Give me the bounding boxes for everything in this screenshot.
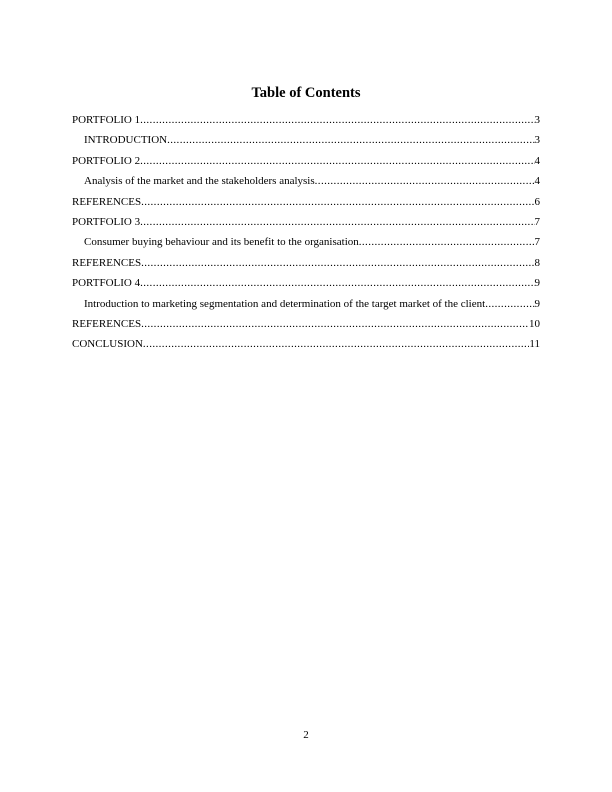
toc-entry-label: Consumer buying behaviour and its benefit to the organisation — [84, 236, 359, 249]
toc-entry-page: 6 — [534, 195, 540, 208]
toc-entry-page: 7 — [534, 215, 540, 228]
dot-leader — [141, 256, 534, 270]
dot-leader — [485, 297, 534, 311]
toc-entry-references-2[interactable] — [72, 256, 540, 276]
toc-entry-portfolio-4[interactable] — [72, 276, 540, 296]
dot-leader — [140, 215, 534, 229]
toc-entry-references-3[interactable] — [72, 317, 540, 337]
toc-entry-page: 7 — [534, 236, 540, 249]
dot-leader — [141, 317, 529, 331]
toc-entry-label: CONCLUSION — [72, 338, 143, 351]
toc-entry-label: PORTFOLIO 2 — [72, 154, 141, 167]
toc-entry-label: REFERENCES — [72, 195, 142, 208]
toc-entry-market-analysis[interactable] — [72, 174, 540, 194]
toc-entry-label: PORTFOLIO 4 — [72, 277, 141, 290]
page-number: 2 — [303, 729, 309, 741]
toc-entry-portfolio-1[interactable] — [72, 113, 540, 133]
toc-entry-references-1[interactable] — [72, 195, 540, 215]
toc-entry-label: REFERENCES — [72, 256, 142, 269]
dot-leader — [315, 174, 535, 188]
table-of-contents — [72, 113, 540, 358]
dot-leader — [143, 337, 530, 351]
toc-entry-label: REFERENCES — [72, 317, 142, 330]
toc-entry-portfolio-3[interactable] — [72, 215, 540, 235]
toc-entry-page: 9 — [534, 277, 540, 290]
toc-entry-label: PORTFOLIO 3 — [72, 215, 141, 228]
toc-title: Table of Contents — [251, 85, 361, 101]
toc-entry-label: PORTFOLIO 1 — [72, 114, 141, 126]
toc-entry-consumer-behaviour[interactable] — [72, 235, 540, 255]
toc-entry-page: 11 — [529, 338, 540, 351]
toc-entry-page: 10 — [529, 317, 540, 330]
dot-leader — [140, 113, 534, 127]
toc-entry-portfolio-2[interactable] — [72, 154, 540, 174]
dot-leader — [141, 195, 534, 209]
dot-leader — [140, 154, 534, 168]
toc-entry-page: 4 — [534, 175, 540, 188]
toc-entry-introduction[interactable] — [72, 133, 540, 153]
toc-entry-page: 9 — [534, 297, 540, 310]
toc-entry-page: 4 — [534, 154, 540, 167]
toc-entry-market-segmentation[interactable] — [72, 297, 540, 317]
toc-entry-label: Analysis of the market and the stakeholders analysis — [84, 175, 315, 188]
toc-entry-page: 3 — [534, 134, 540, 147]
toc-entry-page: 8 — [534, 256, 540, 269]
toc-entry-label: INTRODUCTION — [84, 134, 168, 147]
toc-entry-conclusion[interactable] — [72, 337, 540, 357]
toc-entry-label: Introduction to marketing segmentation and determination of the target market of the client — [84, 297, 486, 310]
dot-leader — [167, 133, 534, 147]
toc-entry-page: 3 — [534, 114, 540, 126]
dot-leader — [140, 276, 534, 290]
dot-leader — [359, 235, 535, 249]
